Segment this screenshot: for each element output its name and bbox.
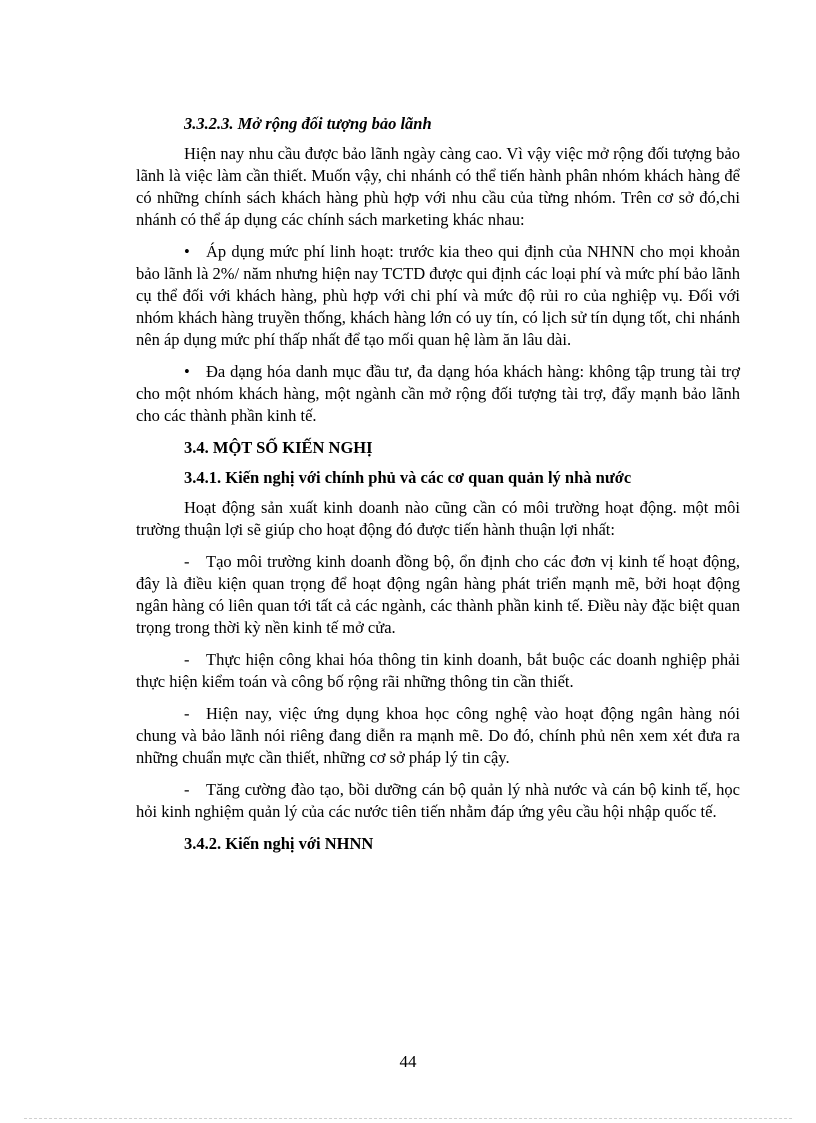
- bullet-icon: •: [184, 362, 190, 381]
- dash-text: Tạo môi trường kinh doanh đồng bộ, ổn định cho các đơn vị kinh tế hoạt động, đây là điều kiện quan trọng để hoạt động ngân hàng phát triển mạnh mẽ, bởi hoạt động ngân hàng có liên quan tới tất cả các ngành, các thành phần kinh tế. Điều này đặc biệt quan trọng trong thời kỳ nền kinh tế mở cửa.: [136, 552, 740, 637]
- dash-item-training: [136, 779, 740, 823]
- paragraph-environment: Hoạt động sản xuất kinh doanh nào cũng cần có môi trường hoạt động. một môi trường thuận lợi sẽ giúp cho hoạt động đó được tiến hành thuận lợi nhất:: [136, 498, 740, 539]
- dash-icon: -: [184, 704, 190, 723]
- heading-3-3-2-3: 3.3.2.3. Mở rộng đối tượng bảo lãnh: [184, 114, 432, 133]
- dash-icon: -: [184, 650, 190, 669]
- heading-3-4-2: 3.4.2. Kiến nghị với NHNN: [184, 834, 374, 853]
- page-number: 44: [399, 1052, 417, 1071]
- dash-icon: -: [184, 552, 190, 571]
- heading-3-4: 3.4. MỘT SỐ KIẾN NGHỊ: [184, 438, 373, 457]
- bullet-text: Đa dạng hóa danh mục đầu tư, đa dạng hóa khách hàng: không tập trung tài trợ cho một nhóm khách hàng, một ngành cần mở rộng đối tượng tài trợ, đẩy mạnh bảo lãnh cho các thành phần kinh tế.: [136, 362, 740, 425]
- dash-icon: -: [184, 780, 190, 799]
- dash-item-transparency: [136, 649, 740, 693]
- dash-item-technology: [136, 703, 740, 769]
- bullet-icon: •: [184, 242, 190, 261]
- heading-3-4-1: 3.4.1. Kiến nghị với chính phủ và các cơ quan quản lý nhà nước: [184, 468, 632, 487]
- bullet-item-diversify: [136, 361, 740, 427]
- dash-item-business-environment: [136, 551, 740, 639]
- bullet-item-fee: [136, 241, 740, 351]
- dash-text: Hiện nay, việc ứng dụng khoa học công nghệ vào hoạt động ngân hàng nói chung và bảo lãnh nói riêng đang diễn ra mạnh mẽ. Do đó, chính phủ nên xem xét đưa ra những chuẩn mực cần thiết, những cơ sở pháp lý tin cậy.: [136, 704, 740, 767]
- page-content: [136, 113, 740, 863]
- dash-text: Thực hiện công khai hóa thông tin kinh doanh, bắt buộc các doanh nghiệp phải thực hiện kiểm toán và công bố rộng rãi những thông tin cần thiết.: [136, 650, 740, 691]
- page-bottom-rule: [24, 1118, 792, 1119]
- bullet-text: Áp dụng mức phí linh hoạt: trước kia theo qui định của NHNN cho mọi khoản bảo lãnh là 2%/ năm nhưng hiện nay TCTD được qui định các loại phí và mức phí bảo lãnh cụ thể đối với khách hàng, phù hợp với chi phí và mức độ rủi ro của nghiệp vụ. Đối với nhóm khách hàng truyền thống, khách hàng lớn có uy tín, có lịch sử tín dụng tốt, chi nhánh nên áp dụng mức phí thấp nhất để tạo mối quan hệ làm ăn lâu dài.: [136, 242, 740, 349]
- dash-text: Tăng cường đào tạo, bồi dưỡng cán bộ quản lý nhà nước và cán bộ kinh tế, học hỏi kinh nghiệm quản lý của các nước tiên tiến nhằm đáp ứng yêu cầu hội nhập quốc tế.: [136, 780, 740, 821]
- paragraph-intro: Hiện nay nhu cầu được bảo lãnh ngày càng cao. Vì vậy việc mở rộng đối tượng bảo lãnh là việc làm cần thiết. Muốn vậy, chi nhánh có thể tiến hành phân nhóm khách hàng để có những chính sách khách hàng phù hợp với nhu cầu của từng nhóm. Trên cơ sở đó,chi nhánh có thể áp dụng các chính sách marketing khác nhau:: [136, 144, 740, 229]
